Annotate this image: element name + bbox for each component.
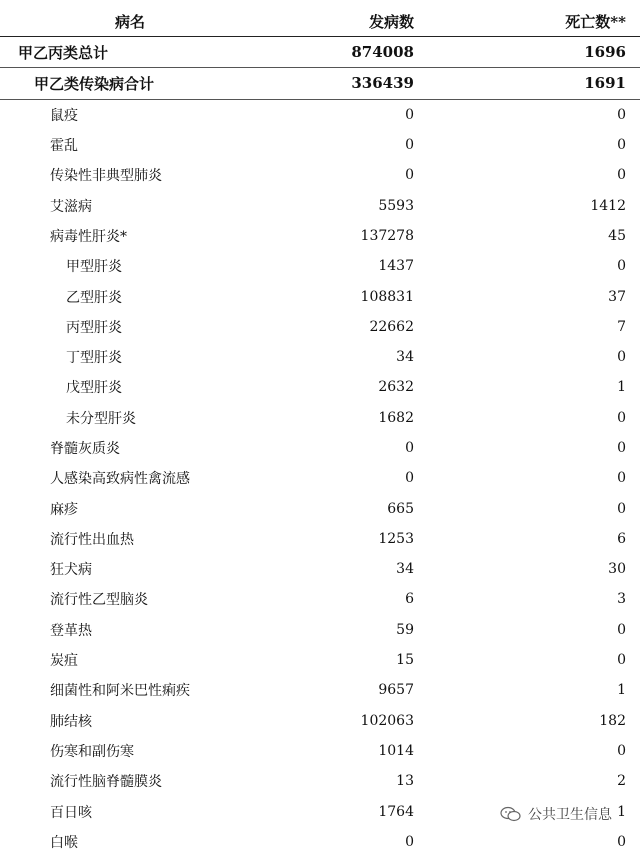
case-count: 1437 <box>378 258 414 275</box>
case-count: 0 <box>405 106 414 123</box>
case-count: 34 <box>396 561 414 578</box>
table-row <box>0 190 640 220</box>
case-count: 34 <box>396 349 414 366</box>
table-row <box>0 372 640 402</box>
table-row <box>0 645 640 675</box>
disease-name: 伤寒和副伤寒 <box>50 743 134 760</box>
disease-name: 流行性脑脊髓膜炎 <box>50 774 162 791</box>
disease-name: 未分型肝炎 <box>66 410 136 427</box>
table-row <box>0 584 640 614</box>
table-total-row <box>0 37 640 68</box>
case-count: 0 <box>405 833 414 850</box>
table-row <box>0 554 640 584</box>
death-count: 1 <box>617 682 626 699</box>
disease-name: 麻疹 <box>50 501 78 518</box>
case-count: 22662 <box>369 318 414 335</box>
death-count: 30 <box>608 561 626 578</box>
table-row <box>0 403 640 433</box>
disease-name: 鼠疫 <box>50 107 78 124</box>
table-row <box>0 160 640 190</box>
death-count: 182 <box>599 712 626 729</box>
case-count: 15 <box>396 652 414 669</box>
header-deaths: 死亡数** <box>565 12 626 31</box>
death-count: 0 <box>617 742 626 759</box>
disease-name: 甲乙类传染病合计 <box>34 74 155 93</box>
disease-name: 乙型肝炎 <box>66 289 122 306</box>
death-count: 0 <box>617 409 626 426</box>
table-header <box>0 6 640 37</box>
case-count: 59 <box>396 621 414 638</box>
disease-name: 白喉 <box>50 834 78 851</box>
death-count: 45 <box>608 227 626 244</box>
disease-name: 戊型肝炎 <box>66 380 122 397</box>
death-count: 0 <box>617 470 626 487</box>
table-total-row <box>0 68 640 99</box>
death-count: 3 <box>617 591 626 608</box>
death-count: 0 <box>617 349 626 366</box>
case-count: 9657 <box>378 682 414 699</box>
disease-name: 流行性乙型脑炎 <box>50 592 148 609</box>
case-count: 1682 <box>378 409 414 426</box>
watermark <box>500 804 612 824</box>
death-count: 1 <box>617 379 626 396</box>
death-count: 0 <box>617 106 626 123</box>
table-row <box>0 433 640 463</box>
death-count: 0 <box>617 258 626 275</box>
wechat-bubble-icon <box>500 806 522 822</box>
case-count: 0 <box>405 167 414 184</box>
death-count: 0 <box>617 833 626 850</box>
disease-name: 甲型肝炎 <box>66 259 122 276</box>
death-count: 7 <box>617 318 626 335</box>
case-count: 5593 <box>378 197 414 214</box>
table-row <box>0 281 640 311</box>
table-row <box>0 827 640 857</box>
table-row <box>0 312 640 342</box>
header-disease-name: 病名 <box>114 12 145 31</box>
table-row <box>0 615 640 645</box>
disease-name: 丁型肝炎 <box>66 350 122 367</box>
case-count: 336439 <box>351 74 414 93</box>
death-count: 0 <box>617 440 626 456</box>
death-count: 2 <box>617 773 626 790</box>
table-row <box>0 130 640 160</box>
death-count: 0 <box>617 652 626 669</box>
death-count: 1412 <box>590 197 626 214</box>
death-count: 6 <box>617 530 626 547</box>
case-count: 0 <box>405 470 414 487</box>
death-count: 1696 <box>584 43 626 62</box>
disease-name: 细菌性和阿米巴性痢疾 <box>50 683 190 700</box>
death-count: 0 <box>617 500 626 517</box>
table-row <box>0 251 640 281</box>
disease-name: 丙型肝炎 <box>66 319 122 336</box>
case-count: 6 <box>405 591 414 608</box>
case-count: 1014 <box>378 742 414 759</box>
death-count: 0 <box>617 137 626 154</box>
table-row <box>0 100 640 130</box>
disease-name: 脊髓灰质炎 <box>50 441 120 457</box>
disease-name: 狂犬病 <box>50 562 92 579</box>
death-count: 0 <box>617 621 626 638</box>
table-row <box>0 221 640 251</box>
case-count: 874008 <box>351 43 414 62</box>
table-row <box>0 493 640 523</box>
case-count: 665 <box>387 500 414 517</box>
disease-name: 病毒性肝炎* <box>50 228 127 245</box>
table-row <box>0 524 640 554</box>
death-count: 0 <box>617 167 626 184</box>
case-count: 2632 <box>378 379 414 396</box>
death-count: 1691 <box>584 74 626 93</box>
case-count: 13 <box>396 773 414 790</box>
disease-name: 传染性非典型肺炎 <box>50 168 162 185</box>
table-row <box>0 463 640 493</box>
disease-name: 甲乙丙类总计 <box>18 43 109 62</box>
disease-name: 百日咳 <box>50 804 92 821</box>
case-count: 102063 <box>360 712 414 729</box>
table-row <box>0 766 640 796</box>
case-count: 137278 <box>360 227 414 244</box>
table-body <box>0 37 640 857</box>
watermark-text: 公共卫生信息 <box>528 807 612 823</box>
disease-name: 肺结核 <box>50 713 92 730</box>
case-count: 0 <box>405 440 414 456</box>
table-row <box>0 675 640 705</box>
header-cases: 发病数 <box>368 12 414 31</box>
case-count: 108831 <box>360 288 414 305</box>
death-count: 1 <box>617 803 626 820</box>
case-count: 1764 <box>378 803 414 820</box>
disease-statistics-table <box>0 6 640 857</box>
case-count: 0 <box>405 137 414 154</box>
death-count: 37 <box>608 288 626 305</box>
disease-name: 登革热 <box>50 622 92 639</box>
disease-name: 炭疽 <box>50 653 78 670</box>
table-row <box>0 706 640 736</box>
disease-name: 霍乱 <box>50 138 78 155</box>
case-count: 1253 <box>378 530 414 547</box>
disease-name: 人感染高致病性禽流感 <box>50 471 190 488</box>
disease-name: 流行性出血热 <box>50 531 134 548</box>
disease-name: 艾滋病 <box>50 198 92 215</box>
table-row <box>0 736 640 766</box>
table-row <box>0 342 640 372</box>
